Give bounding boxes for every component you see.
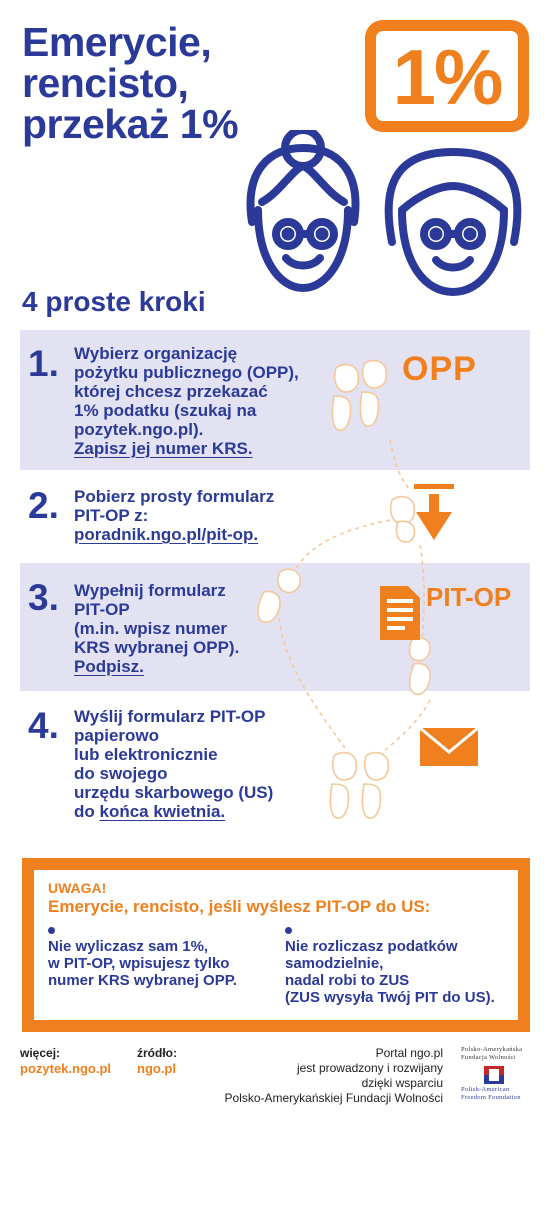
- title-line-3: przekaż 1%: [22, 101, 239, 147]
- step-3-number: 3.: [28, 577, 59, 618]
- step-2-number: 2.: [28, 485, 59, 526]
- step-1-line: pozytek.ngo.pl).: [74, 420, 204, 439]
- page-title: [22, 19, 322, 147]
- step-1-line: której chcesz przekazać: [74, 382, 268, 401]
- warning-title: UWAGA!: [48, 880, 107, 896]
- step-4-number: 4.: [28, 705, 59, 746]
- one-percent-badge: [365, 20, 529, 132]
- pafw-logo-pl: [461, 1046, 537, 1062]
- logo-en-line: Polish-American: [461, 1086, 510, 1093]
- footer-credit: [200, 1046, 443, 1106]
- logo-pl-line: Polsko-Amerykańska: [461, 1046, 523, 1053]
- credit-line: Polsko-Amerykańskiej Fundacji Wolności: [224, 1091, 443, 1105]
- step-4-prefix: do: [74, 802, 100, 821]
- credit-line: Portal ngo.pl: [375, 1046, 443, 1060]
- step-4-text: [74, 707, 319, 821]
- step-1-underlined: Zapisz jej numer KRS.: [74, 439, 253, 458]
- step-3-underlined: Podpisz.: [74, 657, 144, 676]
- step-4-line: papierowo: [74, 726, 160, 745]
- step-1-line: Wybierz organizację: [74, 344, 238, 363]
- step-3-line: (m.in. wpisz numer: [74, 619, 228, 638]
- credit-line: dzięki wsparciu: [361, 1076, 443, 1090]
- step-3-text: [74, 581, 319, 676]
- logo-pl-line: Fundacja Wolności: [461, 1054, 516, 1061]
- title-line-1: Emerycie,: [22, 19, 212, 65]
- warning-right-column: [285, 938, 495, 1006]
- step-4-underlined: końca kwietnia.: [99, 802, 226, 821]
- source-link[interactable]: ngo.pl: [137, 1061, 176, 1076]
- grandma-face-icon: [251, 130, 356, 288]
- logo-en-line: Freedom Foundation: [461, 1094, 521, 1101]
- warning-headline: Emerycie, rencisto, jeśli wyślesz PIT-OP do US:: [48, 897, 431, 916]
- warning-right-line: (ZUS wysyła Twój PIT do US).: [285, 989, 495, 1006]
- step-2-line: Pobierz prosty formularz: [74, 487, 275, 506]
- bullet-dot: [285, 927, 292, 934]
- step-4-line: urzędu skarbowego (US): [74, 783, 274, 802]
- step-3-line: Wypełnij formularz: [74, 581, 226, 600]
- title-line-2: rencisto,: [22, 60, 189, 106]
- step-3-line: PIT-OP: [74, 600, 130, 619]
- step-1-text: [74, 344, 319, 458]
- warning-left-line: numer KRS wybranej OPP.: [48, 972, 237, 989]
- badge-text: 1%: [392, 33, 502, 121]
- steps-heading: 4 proste kroki: [22, 286, 206, 317]
- step-2-line: PIT-OP z:: [74, 506, 149, 525]
- step-1-number: 1.: [28, 343, 59, 384]
- bullet-dot: [48, 927, 55, 934]
- grandpa-face-icon: [389, 152, 518, 292]
- step-4-line: do swojego: [74, 764, 168, 783]
- step-4-line: Wyślij formularz PIT-OP: [74, 707, 266, 726]
- opp-label: OPP: [402, 350, 477, 388]
- warning-right-line: samodzielnie,: [285, 955, 384, 972]
- pit-op-link[interactable]: poradnik.ngo.pl/pit-op.: [74, 525, 259, 544]
- source-label: źródło:: [137, 1046, 177, 1060]
- seniors-illustration: [240, 130, 530, 305]
- warning-left-line: Nie wyliczasz sam 1%,: [48, 938, 209, 955]
- warning-left-column: [48, 938, 237, 989]
- warning-right-line: nadal robi to ZUS: [285, 972, 410, 989]
- step-1-line: 1% podatku (szukaj na: [74, 401, 257, 420]
- flag-emblem-icon: [484, 1066, 504, 1084]
- step-3-line: KRS wybranej OPP).: [74, 638, 240, 657]
- pafw-logo-en: [461, 1086, 541, 1102]
- warning-right-line: Nie rozliczasz podatków: [285, 938, 458, 955]
- step-2-text: [74, 487, 319, 544]
- pit-op-label: PIT-OP: [426, 582, 512, 612]
- credit-line: jest prowadzony i rozwijany: [296, 1061, 443, 1075]
- step-4-line: lub elektronicznie: [74, 745, 218, 764]
- more-label: więcej:: [20, 1046, 61, 1060]
- warning-left-line: w PIT-OP, wpisujesz tylko: [48, 955, 230, 972]
- step-1-line: pożytku publicznego (OPP),: [74, 363, 299, 382]
- more-link[interactable]: pozytek.ngo.pl: [20, 1061, 111, 1076]
